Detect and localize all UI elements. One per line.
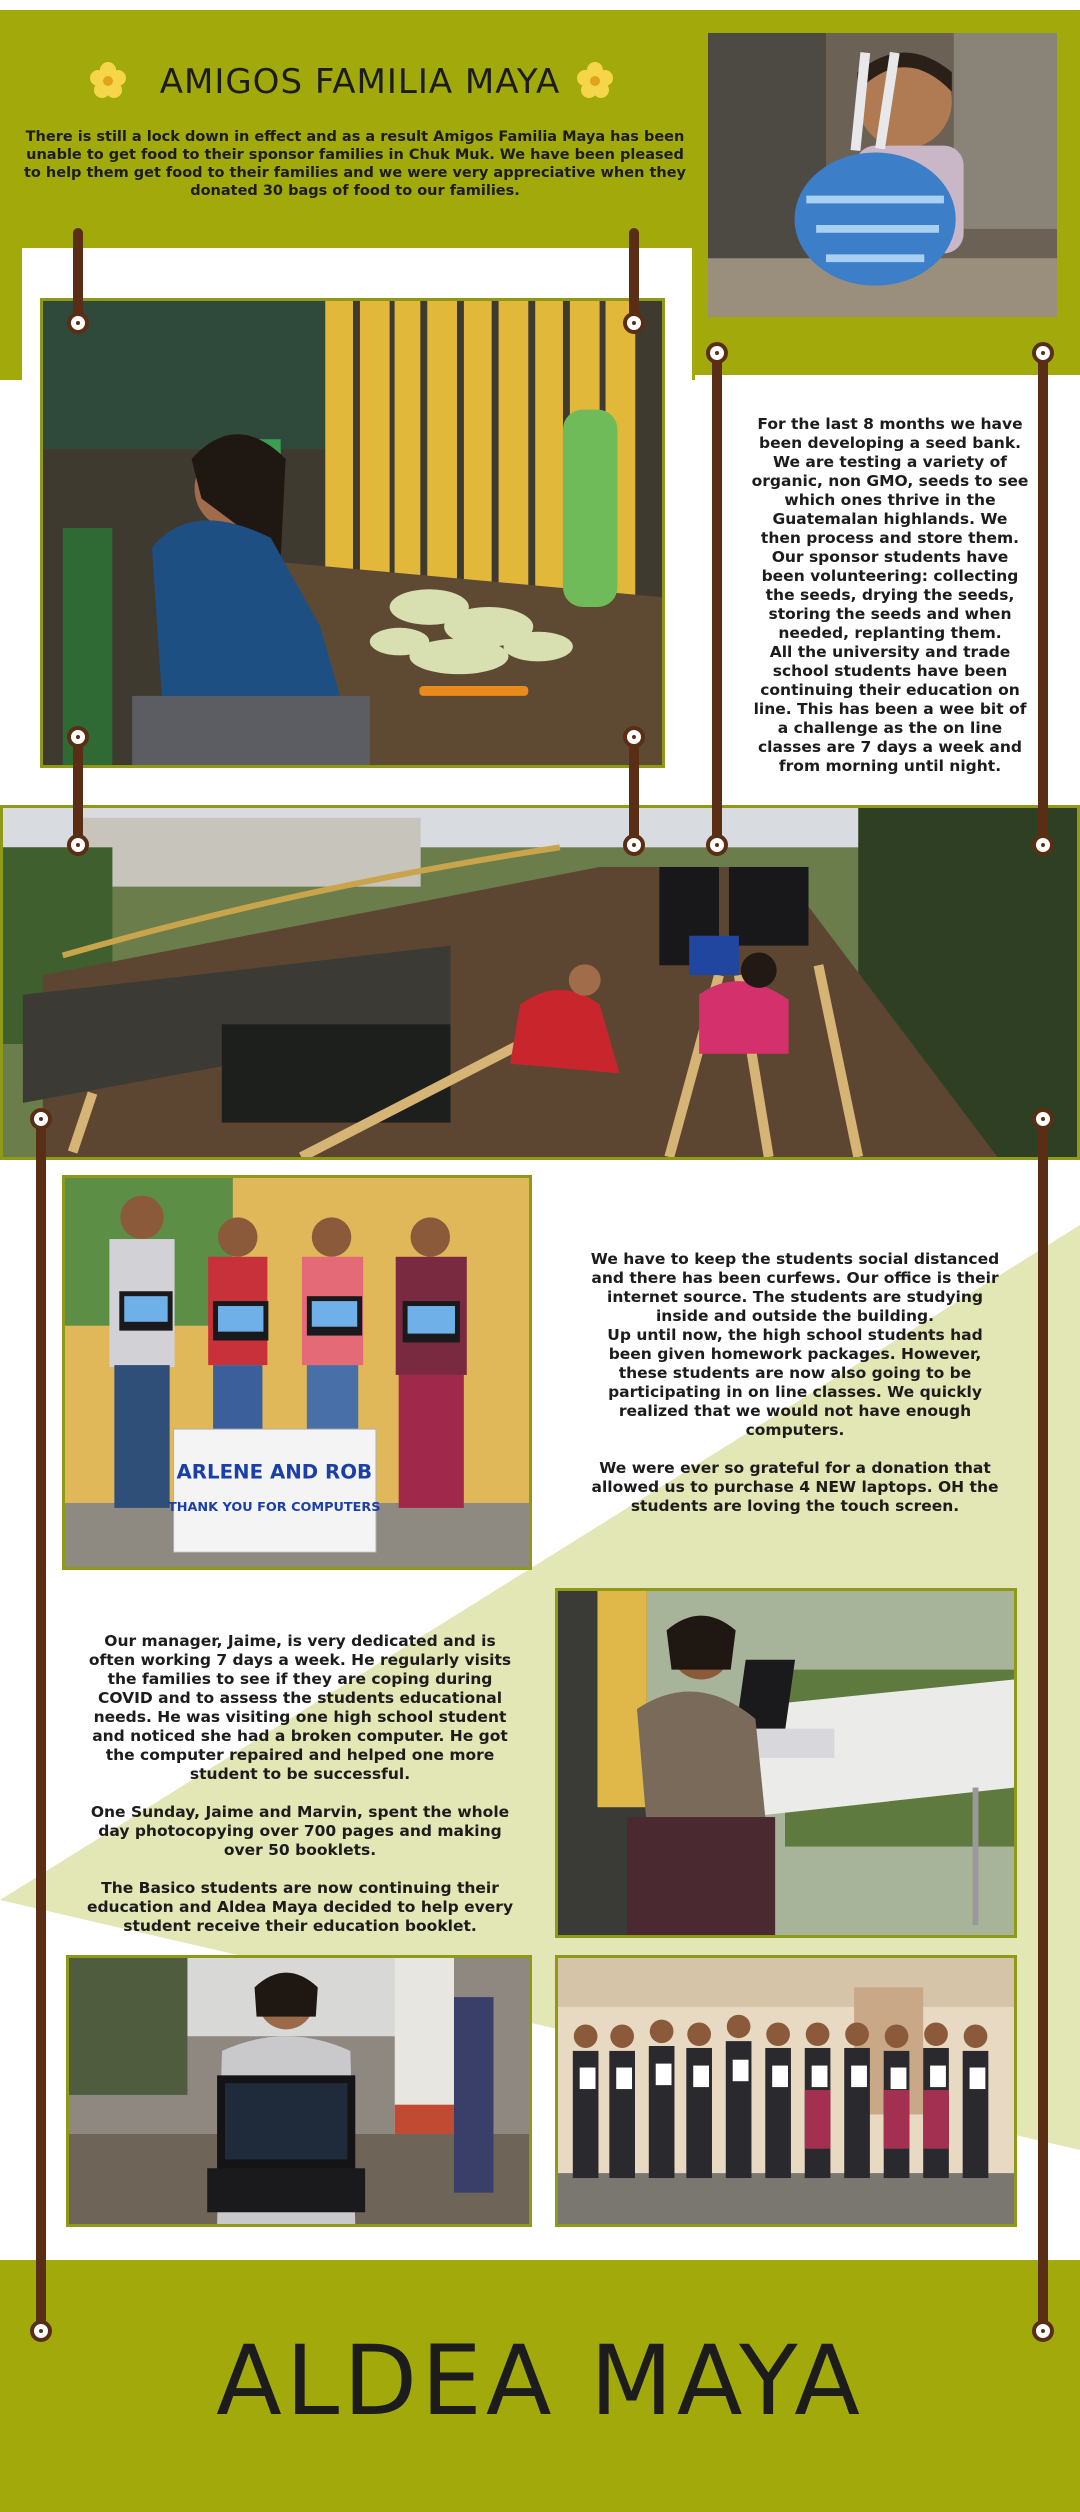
page-title: AMIGOS FAMILIA MAYA <box>159 62 561 102</box>
flower-icon <box>575 60 615 100</box>
photo-woman-processing-seeds <box>40 298 665 768</box>
rope-ring <box>623 726 645 748</box>
rope-ring <box>1032 1108 1054 1130</box>
photo-student-studying-outdoors <box>555 1588 1017 1938</box>
rope-ring <box>1032 834 1054 856</box>
hanging-rope <box>1038 1115 1048 2330</box>
intro-paragraph: There is still a lock down in effect and as a result Amigos Familia Maya has been unable to get food to their sponsor families in Chuk Muk. We have been pleased to help them get food to their families and we were very appreciative when they donated 30 bags of food to our families. <box>23 129 686 199</box>
hanging-rope <box>629 228 639 318</box>
manager-paragraph: Our manager, Jaime, is very dedicated and is often working 7 days a week. He regularly visits the families to see if they are coping during COVID and to assess the students educational needs. He was visiting one high school student and noticed she had a broken computer. He got the computer repaired and helped one more student to be successful. One Sunday, Jaime and Marvin, spent the whole day photocopying over 700 pages and making over 50 booklets. The Basico students are now continuing their education and Aldea Maya decided to help every student receive their education booklet. <box>86 1632 514 1935</box>
rope-ring <box>623 834 645 856</box>
rope-ring <box>67 726 89 748</box>
rope-ring <box>706 342 728 364</box>
rope-ring <box>30 2320 52 2342</box>
rope-ring <box>706 834 728 856</box>
hanging-rope <box>1038 350 1048 840</box>
rope-ring <box>67 834 89 856</box>
rope-ring <box>623 312 645 334</box>
photo-garden-planting <box>0 805 1080 1160</box>
rope-ring <box>67 312 89 334</box>
flower-icon <box>88 60 128 100</box>
rope-ring <box>1032 2320 1054 2342</box>
rope-ring <box>30 1108 52 1130</box>
hanging-rope <box>36 1115 46 2330</box>
laptops-paragraph: We have to keep the students social distanced and there has been curfews. Our office is their internet source. The students are studying inside and outside the building. Up until now, the high school students had been given homework packages. However, these students are now also going to be participating in on line classes. We quickly realized that we would not have enough computers. We were ever so grateful for a donation that allowed us to purchase 4 NEW laptops. OH the students are loving the touch screen. <box>590 1250 1000 1515</box>
sign-line-2: THANK YOU FOR COMPUTERS <box>168 1499 381 1515</box>
sign-line-1: ARLENE AND ROB <box>176 1460 373 1484</box>
photo-students-with-laptops <box>62 1175 532 1570</box>
hanging-rope <box>73 228 83 318</box>
rope-ring <box>1032 342 1054 364</box>
photo-students-with-booklets <box>555 1955 1017 2227</box>
seed-bank-paragraph: For the last 8 months we have been developing a seed bank. We are testing a variety of organic, non GMO, seeds to see which ones thrive in the Guatemalan highlands. We then process and store them. Our sponsor students have been volunteering: collecting the seeds, drying the seeds, storing the seeds and when needed, replanting them. All the university and trade school students have been continuing their education on line. This has been a wee bit of a challenge as the on line classes are 7 days a week and from morning until night. <box>751 415 1029 775</box>
photo-boy-with-food-bag <box>705 30 1060 320</box>
photo-girl-with-repaired-laptop <box>66 1955 532 2227</box>
footer-brand: ALDEA MAYA <box>216 2325 864 2437</box>
hanging-rope <box>712 350 722 840</box>
